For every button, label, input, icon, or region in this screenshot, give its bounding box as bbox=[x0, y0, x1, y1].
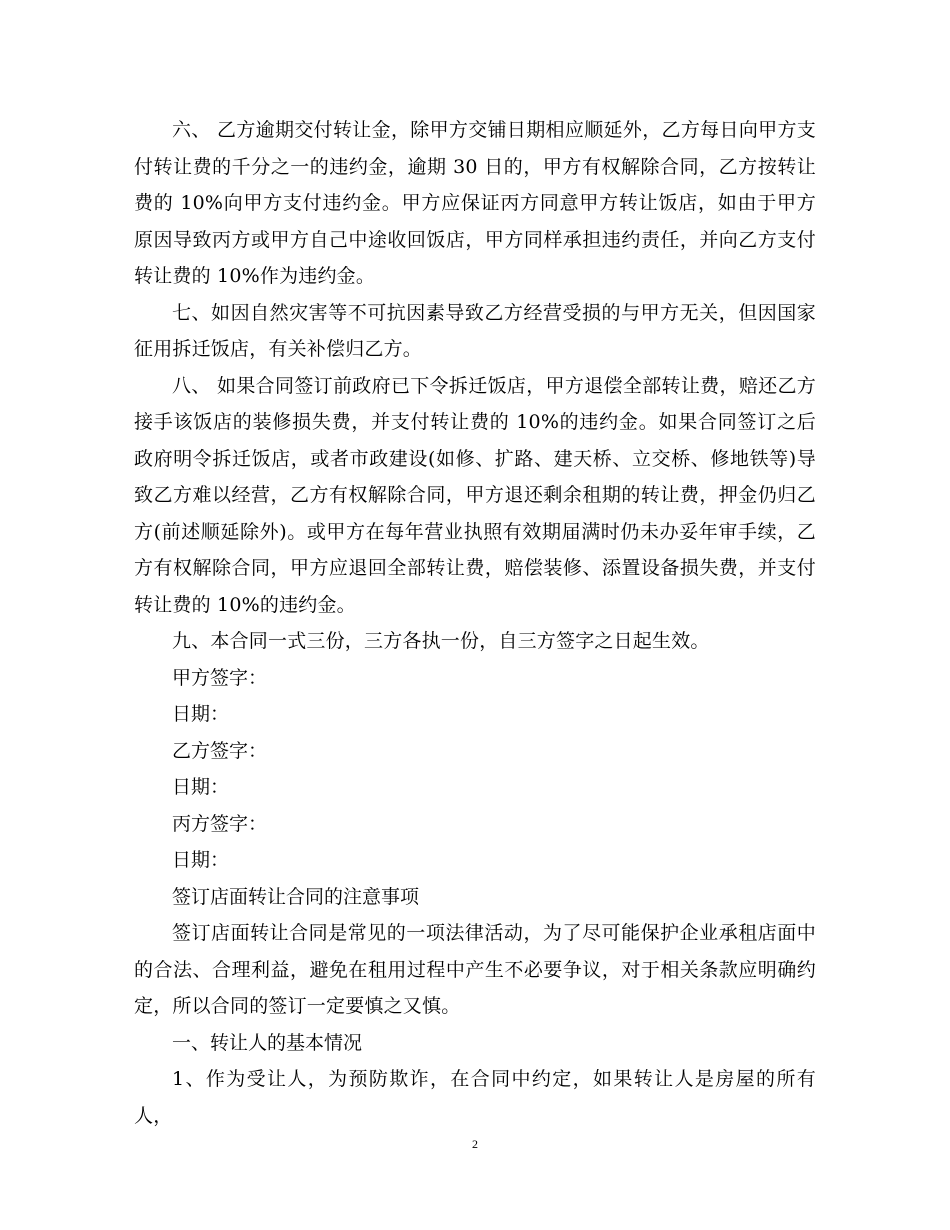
intro-paragraph: 签订店面转让合同是常见的一项法律活动，为了尽可能保护企业承租店面中的合法、合理利益，避免在租用过程中产生不必要争议，对于相关条款应明确约定，所以合同的签订一定要慎之又慎。 bbox=[134, 922, 816, 1017]
signature-party-c: 丙方签字： bbox=[172, 812, 268, 835]
paragraph-clause-7: 七、如因自然灾害等不可抗因素导致乙方经营受损的与甲方无关，但因国家征用拆迁饭店，有关补偿归乙方。 bbox=[134, 301, 816, 360]
document-body bbox=[134, 112, 816, 1134]
item-1-paragraph: 1、作为受让人，为预防欺诈，在合同中约定，如果转让人是房屋的所有人， bbox=[134, 1068, 816, 1127]
signature-party-a: 甲方签字： bbox=[172, 666, 268, 689]
paragraph-clause-6: 六、 乙方逾期交付转让金，除甲方交铺日期相应顺延外，乙方每日向甲方支付转让费的千分之一的违约金，逾期 30 日的，甲方有权解除合同，乙方按转让费的 10%向甲方支付违约金。甲方应保证丙方同意甲方转让饭店，如由于甲方原因导致丙方或甲方自己中途收回饭店，甲方同样承担违约责任，并向乙方支付转让费的 10%作为违约金。 bbox=[134, 119, 816, 287]
subheading: 一、转让人的基本情况 bbox=[172, 1031, 363, 1054]
paragraph-clause-9: 九、本合同一式三份，三方各执一份，自三方签字之日起生效。 bbox=[172, 630, 710, 652]
section-title: 签订店面转让合同的注意事项 bbox=[172, 885, 420, 908]
page-number: 2 bbox=[472, 1137, 478, 1151]
signature-date-c: 日期： bbox=[172, 849, 230, 871]
signature-party-b: 乙方签字： bbox=[172, 739, 268, 762]
signature-date-a: 日期： bbox=[172, 703, 230, 725]
paragraph-clause-8: 八、 如果合同签订前政府已下令拆迁饭店，甲方退偿全部转让费，赔还乙方接手该饭店的装修损失费，并支付转让费的 10%的违约金。如果合同签订之后政府明令拆迁饭店，或者市政建设(如修、扩路、建天桥、立交桥、修地铁等)导致乙方难以经营，乙方有权解除合同，甲方退还剩余租期的转让费，押金仍归乙方(前述顺延除外)。或甲方在每年营业执照有效期届满时仍未办妥年审手续，乙方有权解除合同，甲方应退回全部转让费，赔偿装修、添置设备损失费，并支付转让费的 10%的违约金。 bbox=[134, 374, 816, 616]
signature-date-b: 日期： bbox=[172, 776, 230, 798]
